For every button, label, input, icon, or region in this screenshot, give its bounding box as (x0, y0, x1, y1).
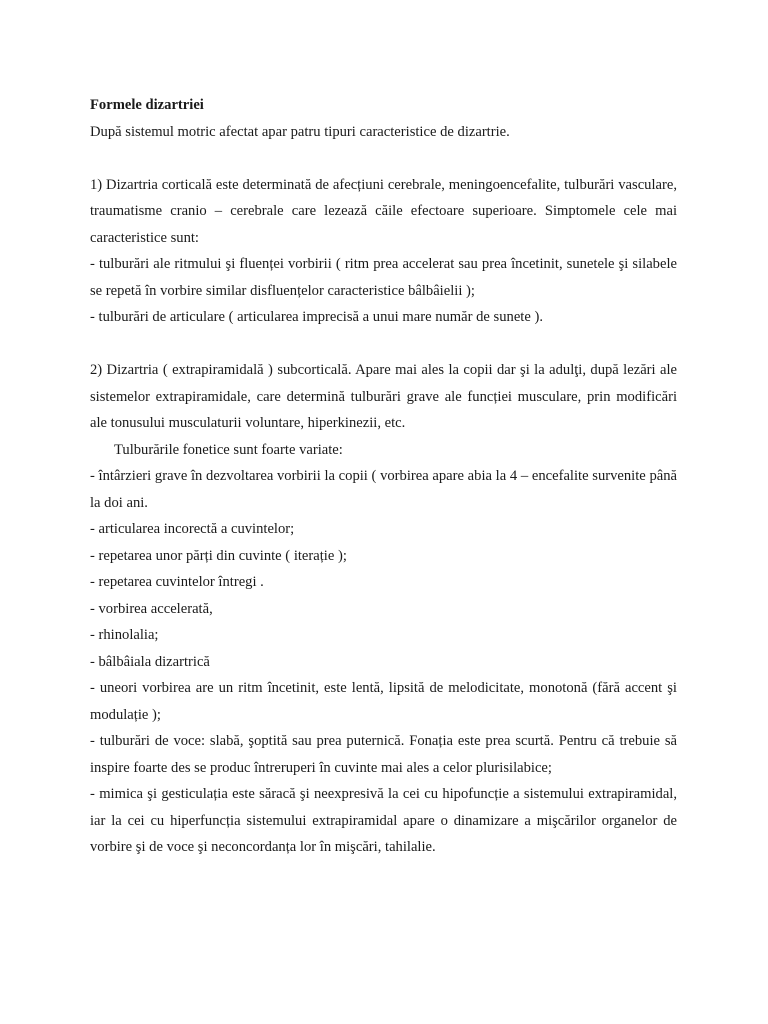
section2-list-item: - tulburări de voce: slabă, şoptită sau prea puternică. Fonația este prea scurtă. Pentru că trebuie să inspire foarte des se produc întreruperi în cuvinte mai ales a celor plurisilabice; (90, 733, 677, 776)
section2-subheading: Tulburările fonetice sunt foarte variate: (114, 441, 343, 458)
section2-list-item: - vorbirea accelerată, (90, 600, 213, 617)
document-title: Formele dizartriei (90, 97, 204, 113)
intro-paragraph: După sistemul motric afectat apar patru tipuri caracteristice de dizartrie. (90, 123, 510, 140)
section2-list-item: - articularea incorectă a cuvintelor; (90, 521, 295, 537)
section2-list-item: - repetarea cuvintelor întregi . (90, 574, 264, 590)
section2-list-item: - bâlbâiala dizartrică (90, 653, 210, 670)
section1-paragraph: 1) Dizartria corticală este determinată de afecțiuni cerebrale, meningoencefalite, tulburări vasculare, traumatisme cranio – cerebrale care lezează căile efectoare superioare. Simptomele cele mai caracteristice sunt: (90, 176, 677, 246)
section2-list-item: - mimica şi gesticulația este săracă şi neexpresivă la cei cu hipofuncție a sistemului extrapiramidal, iar la cei cu hiperfuncția sistemului extrapiramidal apare o dinamizare a mişcărilor organelor de vorbire şi de voce şi neconcordanța lor în mişcări, tahilalie. (90, 786, 677, 855)
section2-list-item: - întârzieri grave în dezvoltarea vorbirii la copii ( vorbirea apare abia la 4 – encefalite survenite până la doi ani. (90, 468, 677, 511)
section2-list-item: - uneori vorbirea are un ritm încetinit, este lentă, lipsită de melodicitate, monotonă (fără accent şi modulație ); (90, 680, 677, 723)
paragraph-gap (90, 145, 677, 172)
section2-paragraph: 2) Dizartria ( extrapiramidală ) subcorticală. Apare mai ales la copii dar şi la adulţi, după lezări ale sistemelor extrapiramidale, care determină tulburări grave ale funcției musculare, prin modificări ale tonusului musculaturii voluntare, hiperkinezii, etc. (90, 362, 677, 431)
section2-list-item: - rhinolalia; (90, 627, 159, 643)
paragraph-gap (90, 331, 677, 358)
section2-list-item: - repetarea unor părți din cuvinte ( iterație ); (90, 547, 347, 564)
section1-list-item: - tulburări ale ritmului şi fluenței vorbirii ( ritm prea accelerat sau prea încetinit, sunetele şi silabele se repetă în vorbire similar disfluențelor caracteristice bâlbâielii ); (90, 256, 677, 299)
document-body (90, 92, 677, 861)
section1-list-item: - tulburări de articulare ( articularea imprecisă a unui mare număr de sunete ). (90, 309, 543, 325)
